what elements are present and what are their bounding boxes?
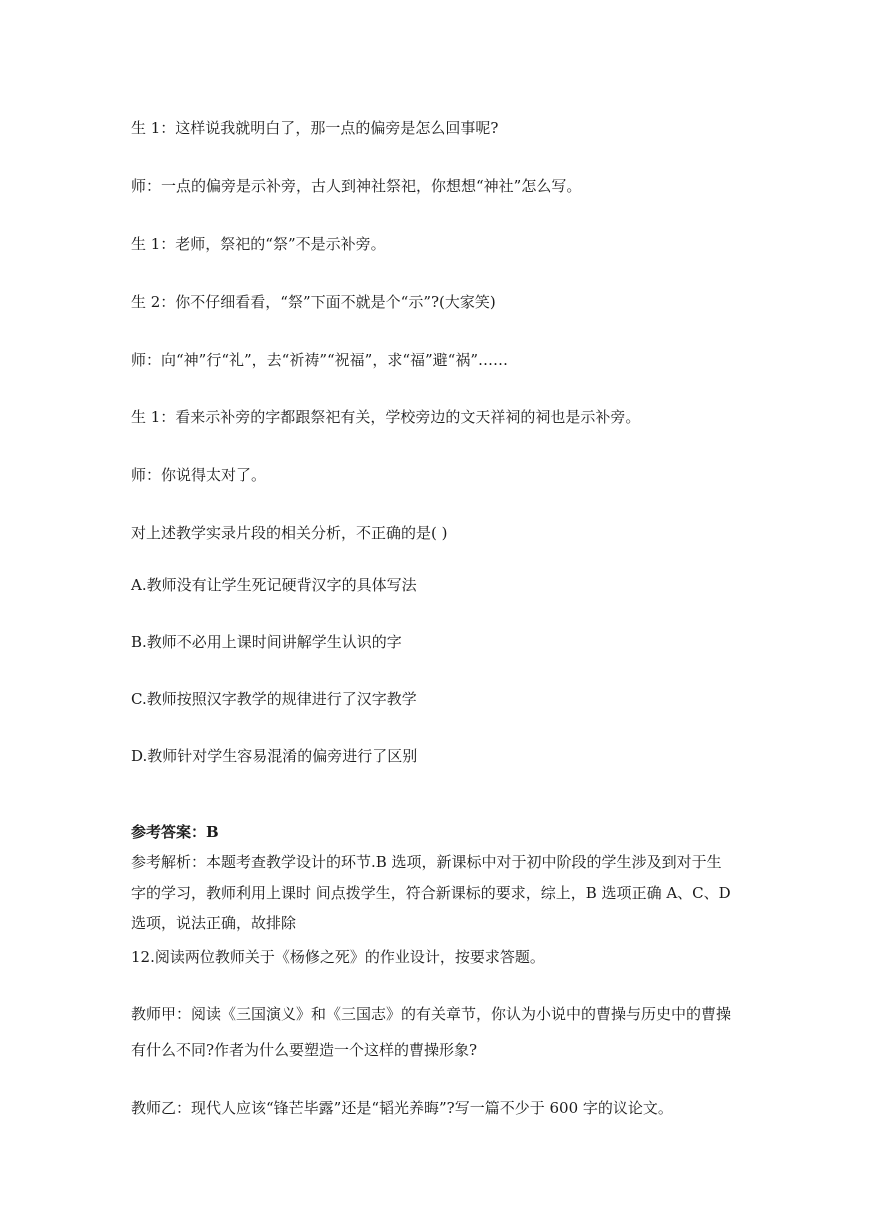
teacher-b-line: 教师乙：现代人应该“锋芒毕露”还是“韬光养晦”?写一篇不少于 600 字的议论文。: [131, 1099, 673, 1117]
question-stem: 对上述教学实录片段的相关分析，不正确的是( ): [131, 524, 448, 542]
teacher-a-line: 教师甲：阅读《三国演义》和《三国志》的有关章节，你认为小说中的曹操与历史中的曹操: [131, 1005, 732, 1023]
dialogue-line: 师：向“神”行“礼”，去“祈祷”“祝福”，求“福”避“祸”……: [131, 351, 509, 369]
dialogue-line: 生 1：看来示补旁的字都跟祭祀有关，学校旁边的文天祥祠的祠也是示补旁。: [131, 408, 641, 426]
dialogue-line: 生 1：这样说我就明白了，那一点的偏旁是怎么回事呢?: [131, 119, 499, 137]
dialogue-line: 师：你说得太对了。: [131, 466, 267, 484]
option-b: B.教师不必用上课时间讲解学生认识的字: [131, 633, 402, 651]
dialogue-line: 师：一点的偏旁是示补旁，古人到神社祭祀，你想想“神社”怎么写。: [131, 177, 582, 195]
dialogue-line: 生 2：你不仔细看看，“祭”下面不就是个“示”?(大家笑): [131, 293, 496, 311]
teacher-a-line: 有什么不同?作者为什么要塑造一个这样的曹操形象?: [131, 1041, 478, 1059]
reference-answer: 参考答案：B: [131, 823, 219, 841]
option-d: D.教师针对学生容易混淆的偏旁进行了区别: [131, 747, 418, 765]
next-question-stem: 12.阅读两位教师关于《杨修之死》的作业设计，按要求答题。: [131, 948, 545, 966]
analysis-line: 选项，说法正确，故排除: [131, 914, 297, 932]
option-a: A.教师没有让学生死记硬背汉字的具体写法: [131, 576, 417, 594]
analysis-line: 字的学习，教师利用上课时 间点拨学生，符合新课标的要求，综上，B 选项正确 A、C、D: [131, 884, 731, 902]
analysis-line: 参考解析：本题考查教学设计的环节.B 选项，新课标中对于初中阶段的学生涉及到对于生: [131, 853, 722, 871]
option-c: C.教师按照汉字教学的规律进行了汉字教学: [131, 690, 417, 708]
dialogue-line: 生 1：老师，祭祀的“祭”不是示补旁。: [131, 235, 386, 253]
